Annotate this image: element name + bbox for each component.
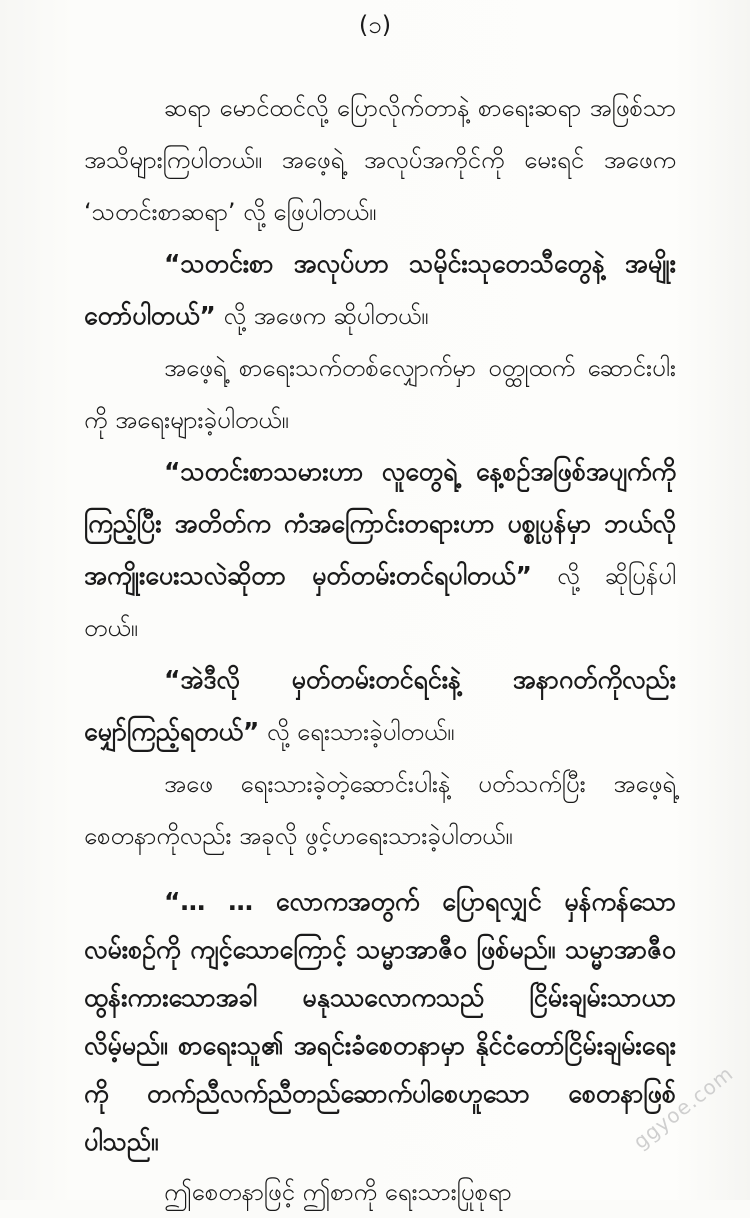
paragraph-text: ဆရာ မောင်ထင်လို့ ပြောလိုက်တာနဲ့ စာရေးဆရာ အဖြစ်သာ အသိများကြပါတယ်။ အဖေ့ရဲ့ အလုပ်အကိုင်ကို မေးရင် အဖေက ‘သတင်းစာဆရာ’ လို့ ဖြေပါတယ်။ [84, 94, 676, 226]
quote-text: “… … လောကအတွက် ပြောရလျှင် မှန်ကန်သောလမ်းစဉ်ကို ကျင့်သောကြောင့် သမ္မာအာဇီဝ ဖြစ်မည်။ သမ္မာအာဇီဝ ထွန်းကားသောအခါ မနုဿလောကသည် ငြိမ်းချမ်းသာယာလိမ့်မည်။ စာရေးသူ၏ အရင်းခံစေတနာမှာ နိုင်ငံတော်ငြိမ်းချမ်းရေးကို တက်ညီလက်ညီတည်ဆောက်ပါစေဟူသော စေတနာဖြစ်ပါသည်။ [84, 887, 676, 1156]
paragraph-articles [84, 758, 676, 862]
paragraph-text: လို့ ဆိုပြန်ပါတယ်။ [84, 562, 677, 642]
paragraph-quote-journalist [84, 446, 676, 654]
quote-text: “သတင်းစာသမားဟာ လူတွေရဲ့ နေ့စဉ်အဖြစ်အပျက်ကိုကြည့်ပြီး အတိတ်က ကံအကြောင်းတရားဟာ ပစ္စုပ္ပန်မှာ ဘယ်လို အကျိုးပေးသလဲဆိုတာ မှတ်တမ်းတင်ရပါတယ်” [84, 457, 676, 590]
paragraph-text: လို့ အဖေက ဆိုပါတယ်။ [215, 302, 429, 330]
paragraph-quote-journalism [84, 238, 676, 342]
quote-text: “အဲဒီလို မှတ်တမ်းတင်ရင်းနဲ့ အနာဂတ်ကိုလည်း မျှော်ကြည့်ရတယ်” [84, 665, 676, 746]
watermark: ggyoe.com [628, 1061, 738, 1154]
paragraph-gap [84, 862, 676, 878]
quote-text: “သတင်းစာ အလုပ်ဟာ သမိုင်းသုတေသီတွေနဲ့ အမျိုးတော်ပါတယ်” [84, 249, 676, 330]
paragraph-quote-intention [84, 878, 676, 1166]
page-body [84, 82, 676, 1218]
paragraph-quote-future [84, 654, 676, 758]
paragraph-text: အဖေ့ရဲ့ စာရေးသက်တစ်လျှောက်မှာ ဝတ္ထုထက် ဆောင်းပါးကို အရေးများခဲ့ပါတယ်။ [84, 354, 676, 434]
paragraph-text: ဤစေတနာဖြင့် ဤစာကို ရေးသားပြုစုရာ [164, 1178, 512, 1206]
paragraph-writing-career [84, 342, 676, 446]
paragraph-closing [84, 1166, 676, 1218]
page-number: (၁) [358, 11, 392, 39]
paragraph-text: အဖေ ရေးသားခဲ့တဲ့ဆောင်းပါးနဲ့ ပတ်သက်ပြီး အဖေ့ရဲ့စေတနာကိုလည်း အခုလို ဖွင့်ဟရေးသားခဲ့ပါတယ်။ [84, 770, 676, 850]
paragraph-text: လို့ ရေးသားခဲ့ပါတယ်။ [259, 718, 455, 746]
paragraph-intro [84, 82, 676, 238]
